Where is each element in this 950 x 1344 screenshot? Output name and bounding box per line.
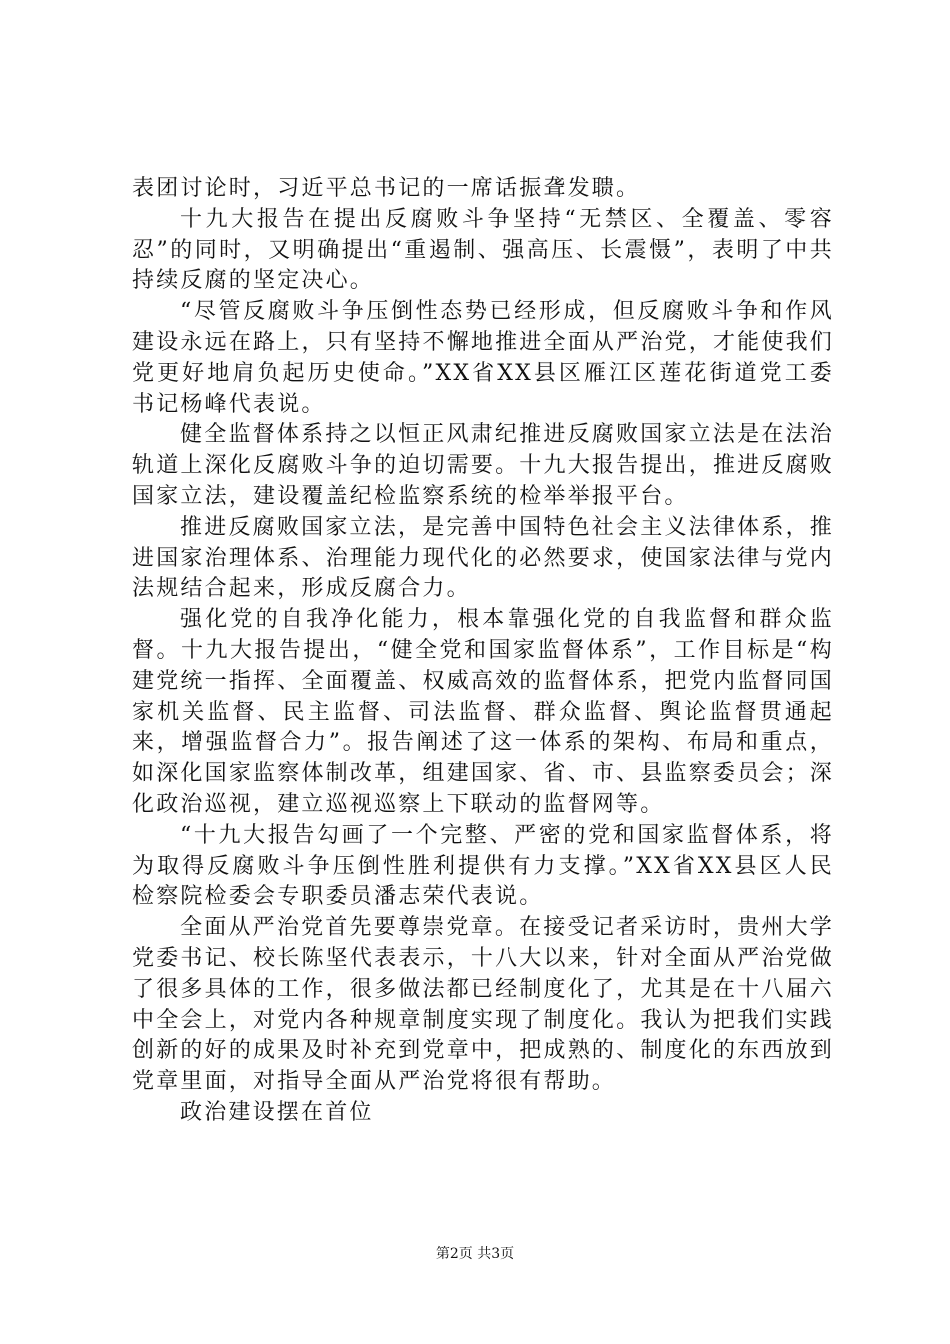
paragraph: 全面从严治党首先要尊崇党章。在接受记者采访时，贵州大学党委书记、校长陈坚代表表示，十八大以来，针对全面从严治党做了很多具体的工作，很多做法都已经制度化了，尤其是在十八届六中全会上，对党内各种规章制度实现了制度化。我认为把我们实践创新的好的成果及时补充到党章中，把成熟的、制度化的东西放到党章里面，对指导全面从严治党将很有帮助。 [132,915,834,1095]
paragraph: 推进反腐败国家立法，是完善中国特色社会主义法律体系，推进国家治理体系、治理能力现代化的必然要求，使国家法律与党内法规结合起来，形成反腐合力。 [132,514,834,602]
paragraph: 十九大报告在提出反腐败斗争坚持“无禁区、全覆盖、零容忍”的同时，又明确提出“重遏制、强高压、长震慑”，表明了中共持续反腐的坚定决心。 [132,206,834,294]
paragraph-continuation: 表团讨论时，习近平总书记的一席话振聋发聩。 [132,176,641,201]
page-number-footer: 第2页 共3页 [435,1246,515,1262]
paragraph: 强化党的自我净化能力，根本靠强化党的自我监督和群众监督。十九大报告提出，“健全党和国家监督体系”，工作目标是“构建党统一指挥、全面覆盖、权威高效的监督体系，把党内监督同国家机关监督、民主监督、司法监督、群众监督、舆论监督贯通起来，增强监督合力”。报告阐述了这一体系的架构、布局和重点，如深化国家监察体制改革，组建国家、省、市、县监察委员会；深化政治巡视，建立巡视巡察上下联动的监督网等。 [132,607,834,817]
paragraph: “十九大报告勾画了一个完整、严密的党和国家监督体系，将为取得反腐败斗争压倒性胜利提供有力支撑。”XX省XX县区人民检察院检委会专职委员潘志荣代表说。 [132,822,834,910]
paragraph: 健全监督体系持之以恒正风肃纪推进反腐败国家立法是在法治轨道上深化反腐败斗争的迫切需要。十九大报告提出，推进反腐败国家立法，建设覆盖纪检监察系统的检举举报平台。 [132,422,834,509]
section-heading: 政治建设摆在首位 [180,1099,374,1125]
document-body [132,174,834,1129]
paragraph: “尽管反腐败斗争压倒性态势已经形成，但反腐败斗争和作风建设永远在路上，只有坚持不懈地推进全面从严治党，才能使我们党更好地肩负起历史使命。”XX省XX县区雁江区莲花街道党工委书记杨峰代表说。 [132,299,834,417]
